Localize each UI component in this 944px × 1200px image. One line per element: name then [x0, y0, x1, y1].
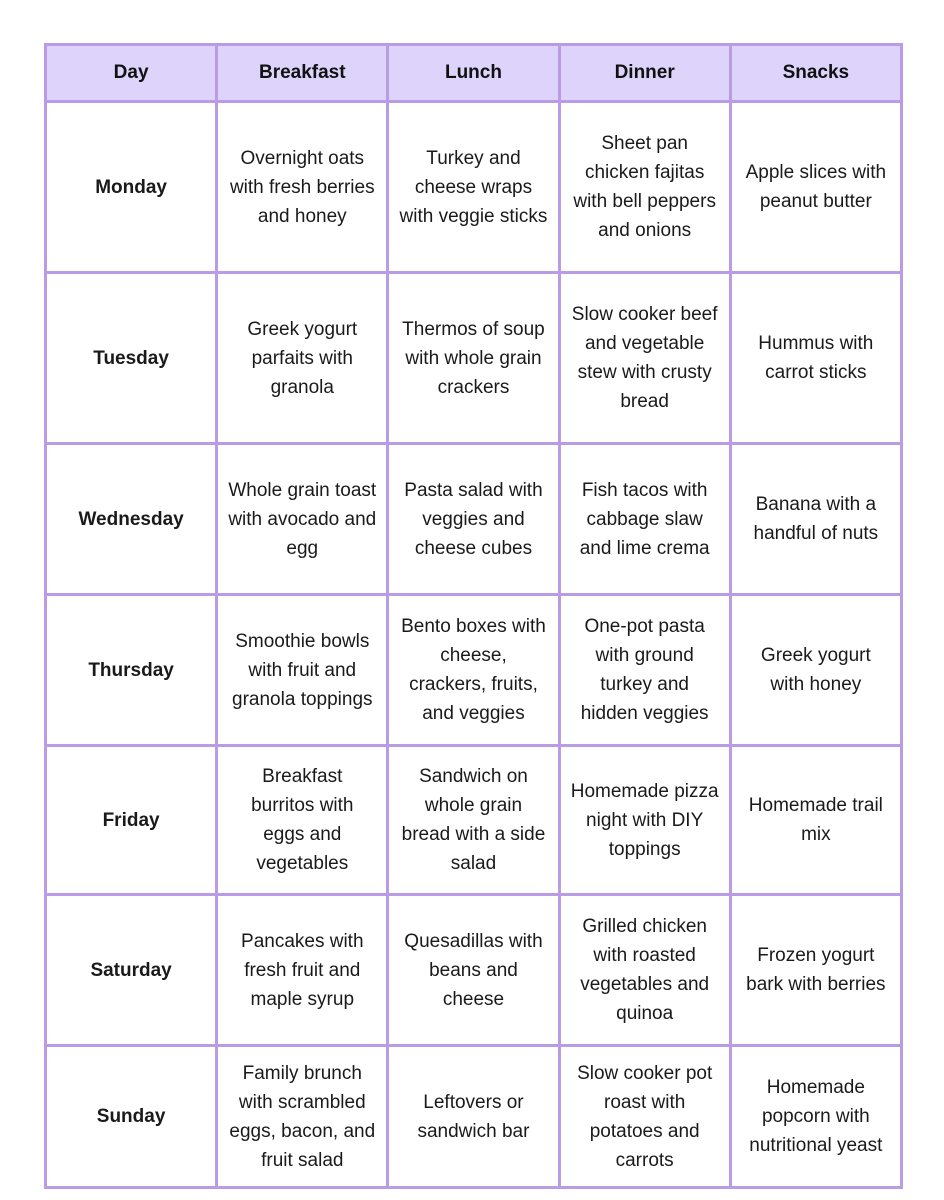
dinner-cell: Fish tacos with cabbage slaw and lime crema — [559, 444, 730, 595]
snacks-cell: Homemade trail mix — [730, 746, 901, 895]
table-row-tuesday — [46, 273, 902, 444]
breakfast-cell: Smoothie bowls with fruit and granola toppings — [217, 595, 388, 746]
table-header — [46, 45, 902, 102]
lunch-cell: Bento boxes with cheese, crackers, fruits, and veggies — [388, 595, 559, 746]
header-lunch: Lunch — [388, 45, 559, 102]
lunch-cell: Turkey and cheese wraps with veggie sticks — [388, 102, 559, 273]
snacks-cell: Hummus with carrot sticks — [730, 273, 901, 444]
day-cell: Friday — [46, 746, 217, 895]
table-row-friday — [46, 746, 902, 895]
lunch-cell: Pasta salad with veggies and cheese cubes — [388, 444, 559, 595]
dinner-cell: Sheet pan chicken fajitas with bell peppers and onions — [559, 102, 730, 273]
snacks-cell: Greek yogurt with honey — [730, 595, 901, 746]
dinner-cell: Slow cooker pot roast with potatoes and carrots — [559, 1046, 730, 1188]
breakfast-cell: Family brunch with scrambled eggs, bacon, and fruit salad — [217, 1046, 388, 1188]
header-row — [46, 45, 902, 102]
header-day: Day — [46, 45, 217, 102]
header-snacks: Snacks — [730, 45, 901, 102]
day-cell: Thursday — [46, 595, 217, 746]
snacks-cell: Homemade popcorn with nutritional yeast — [730, 1046, 901, 1188]
breakfast-cell: Breakfast burritos with eggs and vegetables — [217, 746, 388, 895]
breakfast-cell: Overnight oats with fresh berries and honey — [217, 102, 388, 273]
dinner-cell: Homemade pizza night with DIY toppings — [559, 746, 730, 895]
day-cell: Sunday — [46, 1046, 217, 1188]
table-row-sunday — [46, 1046, 902, 1188]
lunch-cell: Thermos of soup with whole grain crackers — [388, 273, 559, 444]
meal-plan-table — [44, 43, 903, 1189]
day-cell: Monday — [46, 102, 217, 273]
dinner-cell: One-pot pasta with ground turkey and hidden veggies — [559, 595, 730, 746]
breakfast-cell: Greek yogurt parfaits with granola — [217, 273, 388, 444]
day-cell: Saturday — [46, 895, 217, 1046]
table-body — [46, 102, 902, 1188]
breakfast-cell: Whole grain toast with avocado and egg — [217, 444, 388, 595]
lunch-cell: Sandwich on whole grain bread with a side salad — [388, 746, 559, 895]
lunch-cell: Quesadillas with beans and cheese — [388, 895, 559, 1046]
lunch-cell: Leftovers or sandwich bar — [388, 1046, 559, 1188]
dinner-cell: Slow cooker beef and vegetable stew with crusty bread — [559, 273, 730, 444]
breakfast-cell: Pancakes with fresh fruit and maple syrup — [217, 895, 388, 1046]
day-cell: Wednesday — [46, 444, 217, 595]
table-row-monday — [46, 102, 902, 273]
header-dinner: Dinner — [559, 45, 730, 102]
day-cell: Tuesday — [46, 273, 217, 444]
dinner-cell: Grilled chicken with roasted vegetables and quinoa — [559, 895, 730, 1046]
table-row-thursday — [46, 595, 902, 746]
snacks-cell: Apple slices with peanut butter — [730, 102, 901, 273]
table-row-wednesday — [46, 444, 902, 595]
snacks-cell: Frozen yogurt bark with berries — [730, 895, 901, 1046]
header-breakfast: Breakfast — [217, 45, 388, 102]
snacks-cell: Banana with a handful of nuts — [730, 444, 901, 595]
table-row-saturday — [46, 895, 902, 1046]
